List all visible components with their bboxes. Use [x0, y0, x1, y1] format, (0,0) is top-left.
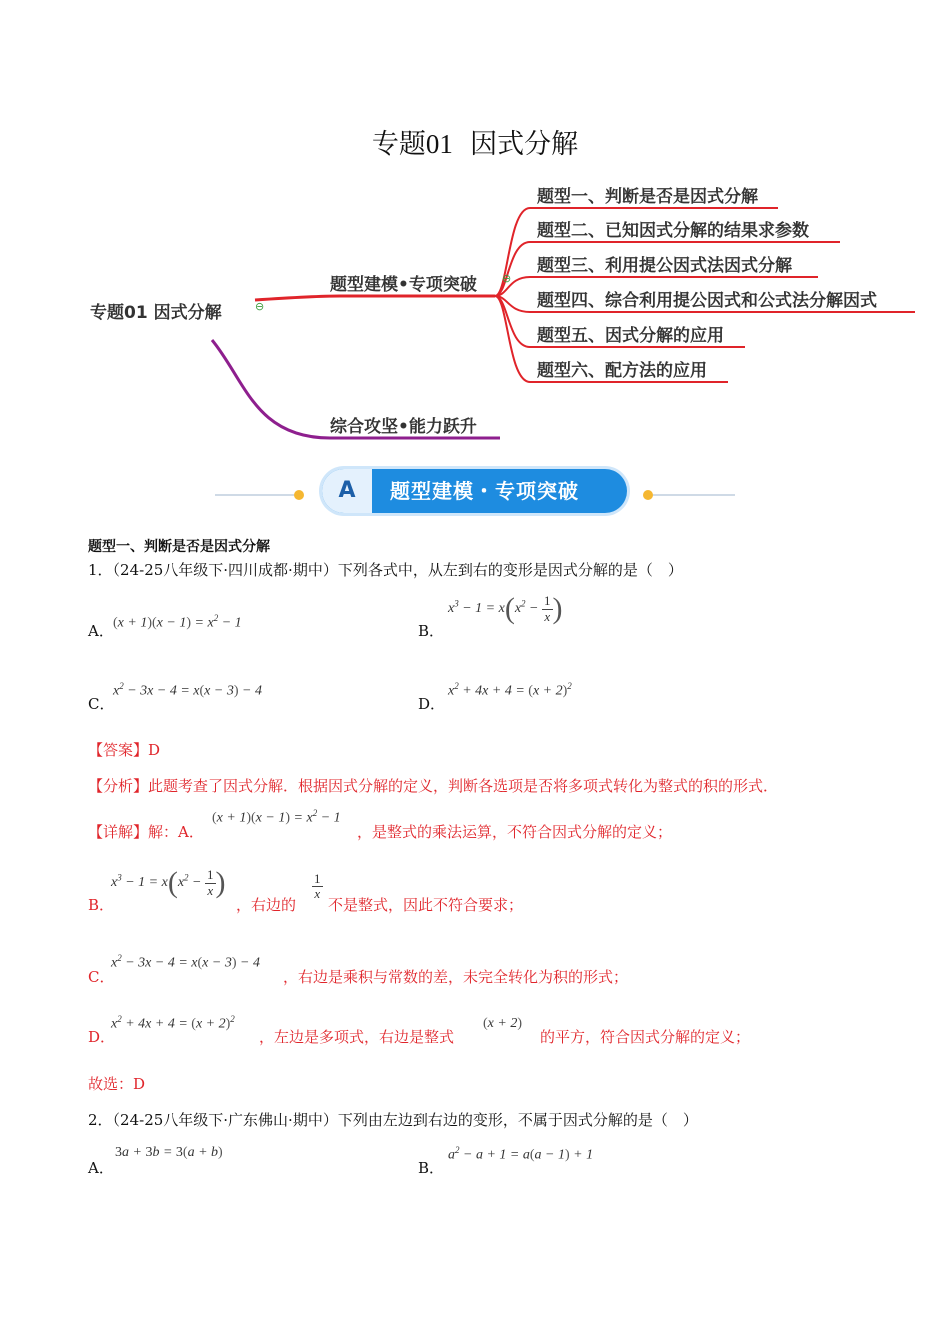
detail-b-comment-2: 不是整式，因此不符合要求； — [328, 896, 524, 914]
detail-d-comment-1: ，左边是多项式，右边是整式 — [259, 1028, 455, 1046]
detail-c-label: C． — [88, 968, 115, 986]
mindmap-leaf-5: 题型五、因式分解的应用 — [537, 326, 724, 346]
question-number: 1． — [88, 561, 113, 579]
detail-d-comment-2: 的平方，符合因式分解的定义； — [540, 1028, 751, 1046]
section-banner — [322, 469, 627, 513]
q1-analysis: 【分析】此题考查了因式分解．根据因式分解的定义，判断各选项是否将多项式转化为整式的积的形式． — [88, 777, 779, 795]
question-2 — [88, 1109, 698, 1130]
root-to-branch1-line — [255, 296, 495, 300]
question-1 — [88, 559, 683, 580]
q1-option-d-label: D． — [418, 695, 446, 713]
q1-option-d-formula: $x^2 + 4x + 4 = (x + 2)^2$ — [448, 681, 572, 699]
mindmap-branch-1: 题型建模•专项突破 — [330, 275, 477, 295]
collapse-branch1-icon[interactable]: ⊖ — [502, 272, 512, 285]
section-heading: 题型一、判断是否是因式分解 — [88, 539, 270, 555]
detail-b-label: B． — [88, 896, 115, 914]
detail-d-formula: $x^2 + 4x + 4 = (x + 2)^2$ — [111, 1014, 235, 1032]
detail-c-comment: ，右边是乘积与常数的差，未完全转化为积的形式； — [283, 968, 629, 986]
banner-letter: A — [322, 469, 372, 513]
mindmap-leaf-2: 题型二、已知因式分解的结果求参数 — [537, 221, 809, 241]
collapse-root-icon[interactable]: ⊖ — [255, 300, 265, 313]
detail-a-comment: ，是整式的乘法运算，不符合因式分解的定义； — [357, 823, 673, 841]
q1-option-c-label: C． — [88, 695, 115, 713]
detail-b-formula: $x^3 - 1 = x(x^2$ − $\frac{1}{x}$ ) — [111, 866, 226, 899]
q1-option-a-label: A． — [88, 622, 114, 640]
question-number: 2． — [88, 1111, 113, 1129]
mindmap-branch-2: 综合攻坚•能力跃升 — [330, 417, 477, 437]
mindmap-leaf-4: 题型四、综合利用提公因式和公式法分解因式 — [537, 291, 877, 311]
detail-a-formula: $(x + 1)(x - 1) = x^2 - 1$ — [212, 808, 341, 826]
q1-option-c-formula: $x^2 - 3x - 4 = x(x - 3) - 4$ — [113, 681, 262, 699]
question-text: （24-25八年级下·广东佛山·期中）下列由左边到右边的变形，不属于因式分解的是（ ） — [112, 1111, 698, 1129]
detail-d-term: (x + 2) — [483, 1016, 523, 1031]
detail-b-comment-1: ，右边的 — [236, 896, 297, 914]
mindmap-leaf-3: 题型三、利用提公因式法因式分解 — [537, 256, 792, 276]
q1-detail-a: 【详解】解：A． — [88, 823, 204, 841]
mindmap-root: 专题01 因式分解 — [90, 303, 222, 323]
q1-conclusion: 故选：D — [88, 1075, 146, 1093]
mindmap-leaf-6: 题型六、配方法的应用 — [537, 361, 707, 381]
mindmap-leaf-1: 题型一、判断是否是因式分解 — [537, 187, 758, 207]
question-text: （24-25八年级下·四川成都·期中）下列各式中，从左到右的变形是因式分解的是（ ） — [112, 561, 683, 579]
page-title: 专题01 因式分解 — [371, 129, 579, 160]
q2-option-a-formula: 3a + 3b = 3(a + b) — [115, 1145, 223, 1160]
q1-option-b-label: B． — [418, 622, 445, 640]
q2-option-a-label: A． — [88, 1159, 114, 1177]
q1-option-a-formula: $(x + 1)(x - 1) = x^2 - 1$ — [113, 613, 242, 631]
detail-b-fraction: $\frac{1}{x}$ — [314, 871, 321, 902]
detail-c-formula: $x^2 - 3x - 4 = x(x - 3) - 4$ — [111, 953, 260, 971]
detail-d-label: D． — [88, 1028, 116, 1046]
banner-text: 题型建模・专项突破 — [390, 479, 579, 503]
q2-option-b-formula: $a^2 - a + 1 = a(a - 1) + 1$ — [448, 1145, 594, 1163]
q1-answer: 【答案】D — [88, 741, 161, 759]
q2-option-b-label: B． — [418, 1159, 445, 1177]
q1-option-b-formula: $x^3 - 1 = x(x^2$ − $\frac{1}{x}$ ) — [448, 592, 563, 625]
